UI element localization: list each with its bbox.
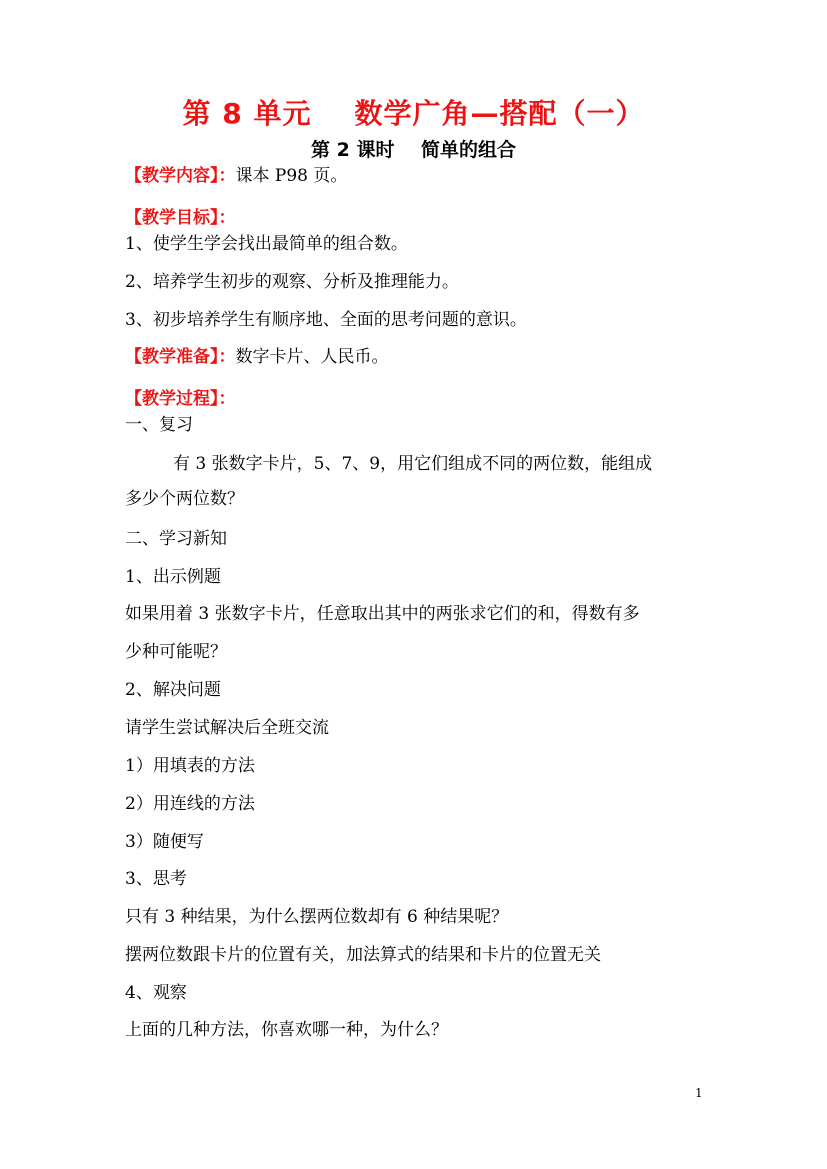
paragraph: 多少个两位数？ (125, 489, 244, 509)
goals-line (125, 205, 715, 231)
paragraph: 有 3 张数字卡片，5、7、9，用它们组成不同的两位数，能组成 (173, 454, 653, 474)
paragraph: 摆两位数跟卡片的位置有关，加法算式的结果和卡片的位置无关 (125, 945, 601, 965)
goals-label: 【教学目标】： (125, 208, 236, 228)
paragraph: 请学生尝试解决后全班交流 (125, 718, 329, 738)
content-value: 课本 P98 页。 (235, 166, 348, 186)
page-number: 1 (695, 1086, 703, 1100)
section-heading: 二、学习新知 (125, 529, 227, 549)
goal-item: 1、使学生学会找出最简单的组合数。 (125, 234, 408, 254)
page-title: 第 8 单元 数学广角—搭配（一） (182, 97, 645, 130)
step-heading: 2、解决问题 (125, 680, 221, 700)
goal-item: 3、初步培养学生有顺序地、全面的思考问题的意识。 (125, 310, 527, 330)
paragraph: 如果用着 3 张数字卡片，任意取出其中的两张求它们的和，得数有多 (125, 604, 640, 624)
step-heading: 1、出示例题 (125, 567, 221, 587)
prep-line (125, 344, 715, 370)
content-label: 【教学内容】： (125, 166, 236, 186)
paragraph: 少种可能呢？ (125, 642, 227, 662)
section-heading: 一、复习 (125, 415, 193, 435)
lesson-subtitle: 第 2 课时 简单的组合 (311, 139, 516, 161)
process-label: 【教学过程】： (125, 389, 236, 409)
content-line (125, 163, 715, 189)
goal-item: 2、培养学生初步的观察、分析及推理能力。 (125, 272, 459, 292)
paragraph: 只有 3 种结果，为什么摆两位数却有 6 种结果呢？ (125, 907, 509, 927)
step-heading: 4、观察 (125, 983, 187, 1003)
method-item: 1）用填表的方法 (125, 756, 255, 776)
method-item: 3）随便写 (125, 832, 204, 852)
step-heading: 3、思考 (125, 869, 187, 889)
method-item: 2）用连线的方法 (125, 794, 255, 814)
paragraph: 上面的几种方法，你喜欢哪一种，为什么？ (125, 1020, 448, 1040)
prep-label: 【教学准备】： (125, 347, 236, 367)
process-line (125, 386, 715, 412)
prep-value: 数字卡片、人民币。 (235, 347, 389, 367)
